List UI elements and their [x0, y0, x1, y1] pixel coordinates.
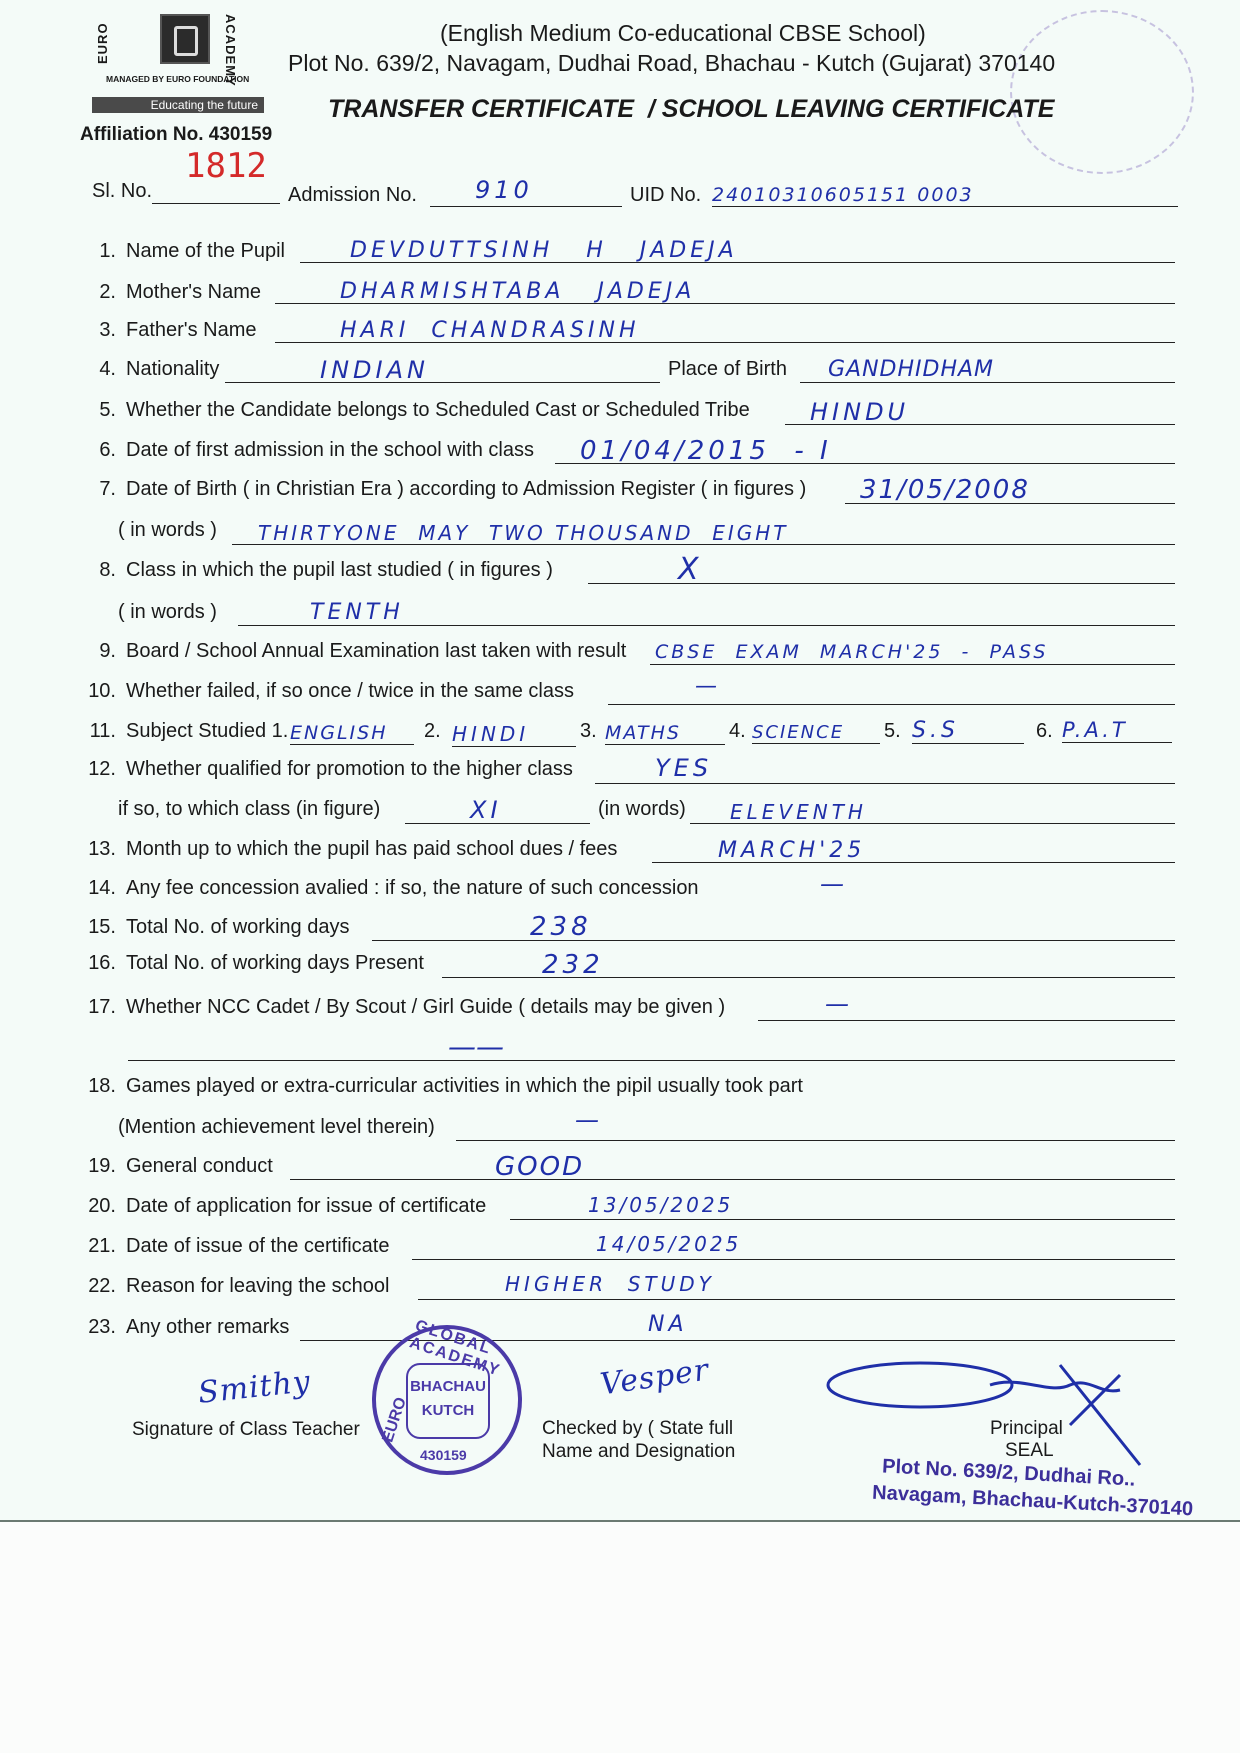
field-20-value: 13/05/2025 — [588, 1193, 734, 1217]
field-5-value: HINDU — [810, 398, 910, 426]
subject-2: HINDI — [452, 722, 576, 747]
managed-by: MANAGED BY EURO FOUNDATION — [106, 74, 250, 84]
field-4-value: INDIAN — [320, 356, 429, 384]
field-20-label: 20. Date of application for issue of certificate — [88, 1195, 487, 1217]
uid-value: 24010310605151 0003 — [712, 184, 974, 206]
sl-no-label: Sl. No. — [92, 180, 153, 202]
class-teacher-signature: Smithy — [196, 1364, 313, 1411]
stamp-inner-box — [406, 1363, 490, 1439]
tagline-banner: Educating the future — [92, 97, 264, 113]
field-18-label: 18. Games played or extra-curricular activities in which the pipil usually took part — [88, 1075, 803, 1097]
field-16-label: 16. Total No. of working days Present — [88, 952, 424, 974]
field-16-value: 232 — [542, 950, 604, 980]
address-stamp-line-1: Plot No. 639/2, Dudhai Ro.. — [881, 1455, 1136, 1491]
subject-4: SCIENCE — [752, 722, 880, 744]
field-12-value: YES — [655, 754, 713, 782]
field-4-label: 4. Nationality — [99, 358, 220, 380]
school-logo-icon — [160, 14, 210, 64]
field-14-label: 14. Any fee concession avalied : if so, the nature of such concession — [88, 877, 699, 899]
admission-label: Admission No. — [288, 184, 417, 206]
next-class-words-value: ELEVENTH — [730, 800, 867, 824]
field-17-label: 17. Whether NCC Cadet / By Scout / Girl Guide ( details may be given ) — [88, 996, 726, 1018]
field-11-label: 11. Subject Studied 1. — [89, 720, 289, 742]
next-class-words-label: (in words) — [598, 798, 686, 820]
field-1-value: DEVDUTTSINH H JADEJA — [350, 238, 738, 263]
subject-1: ENGLISH — [290, 722, 414, 745]
field-6-value: 01/04/2015 - I — [580, 436, 832, 466]
class-teacher-label: Signature of Class Teacher — [132, 1419, 360, 1440]
field-23-value: NA — [648, 1312, 688, 1337]
field-13-label: 13. Month up to which the pupil has paid school dues / fees — [88, 838, 618, 860]
field-8-words-label: ( in words ) — [118, 601, 217, 623]
field-19-value: GOOD — [495, 1152, 585, 1182]
subject-6: P.A.T — [1062, 718, 1172, 743]
affiliation-number: Affiliation No. 430159 — [80, 124, 273, 145]
field-8-words-value: TENTH — [310, 600, 404, 625]
field-3-value: HARI CHANDRASINH — [340, 318, 640, 343]
subject-2-label: 2. — [424, 720, 441, 742]
field-21-label: 21. Date of issue of the certificate — [88, 1235, 390, 1257]
address-stamp-line-2: Navagam, Bhachau-Kutch-370140 — [871, 1481, 1194, 1521]
place-of-birth-label: Place of Birth — [668, 358, 787, 380]
subject-5: S.S — [912, 718, 1024, 744]
field-22-label: 22. Reason for leaving the school — [88, 1275, 390, 1297]
logo-academy-text: ACADEMY — [223, 14, 238, 87]
field-18-sub-label: (Mention achievement level therein) — [118, 1116, 435, 1138]
admission-value: 910 — [475, 176, 533, 204]
school-address: Plot No. 639/2, Navagam, Dudhai Road, Bhachau - Kutch (Gujarat) 370140 — [288, 50, 1056, 76]
checked-by-label-2: Name and Designation — [542, 1441, 736, 1462]
stamp-line-1: BHACHAU — [410, 1378, 486, 1395]
field-23-label: 23. Any other remarks — [88, 1316, 290, 1338]
checked-by-signature: Vesper — [598, 1352, 712, 1403]
next-class-label: if so, to which class (in figure) — [118, 798, 381, 820]
field-5-label: 5. Whether the Candidate belongs to Scheduled Cast or Scheduled Tribe — [99, 399, 750, 421]
field-12-label: 12. Whether qualified for promotion to the higher class — [88, 758, 573, 780]
uid-label: UID No. — [630, 184, 702, 206]
field-21-value: 14/05/2025 — [596, 1232, 742, 1256]
subject-5-label: 5. — [884, 720, 901, 742]
stamp-line-2: KUTCH — [421, 1402, 475, 1419]
certificate-title: TRANSFER CERTIFICATE / SCHOOL LEAVING CERTIFICATE — [328, 95, 1055, 123]
field-17-value: — — [825, 990, 853, 1018]
field-6-label: 6. Date of first admission in the school with class — [99, 439, 534, 461]
place-of-birth-value: GANDHIDHAM — [828, 357, 995, 382]
checked-by-label-1: Checked by ( State full — [542, 1418, 734, 1439]
field-10-label: 10. Whether failed, if so once / twice in the same class — [88, 680, 574, 702]
field-15-value: 238 — [530, 912, 592, 942]
principal-label: Principal — [990, 1418, 1063, 1439]
field-13-value: MARCH'25 — [718, 838, 866, 863]
field-3-label: 3. Father's Name — [99, 319, 257, 341]
field-9-value: CBSE EXAM MARCH'25 - PASS — [655, 641, 1049, 663]
field-1-label: 1. Name of the Pupil — [99, 240, 285, 262]
serial-number: 1812 — [185, 146, 267, 186]
school-round-stamp — [372, 1317, 522, 1475]
logo-euro-text: EURO — [95, 22, 110, 64]
subject-3: MATHS — [605, 722, 725, 745]
stamp-ring-top: GLOBAL ACADEMY — [407, 1317, 503, 1380]
next-class-value: XI — [470, 796, 502, 824]
field-2-value: DHARMISHTABA JADEJA — [340, 279, 696, 304]
subject-3-label: 3. — [580, 720, 597, 742]
field-8-value: X — [678, 552, 703, 587]
field-7-value: 31/05/2008 — [860, 475, 1030, 505]
field-14-value: — — [820, 870, 848, 898]
seal-label: SEAL — [1005, 1440, 1054, 1461]
field-15-label: 15. Total No. of working days — [88, 916, 350, 938]
field-18-value: — — [575, 1106, 603, 1134]
subject-4-label: 4. — [729, 720, 746, 742]
stamp-code: 430159 — [420, 1447, 467, 1463]
field-2-label: 2. Mother's Name — [99, 281, 261, 303]
field-9-label: 9. Board / School Annual Examination last taken with result — [99, 640, 627, 662]
field-10-value: — — [695, 674, 721, 699]
faded-seal-stamp — [1010, 10, 1194, 174]
school-type: (English Medium Co-educational CBSE School) — [440, 20, 926, 46]
stamp-ring-left: EURO — [379, 1395, 410, 1445]
field-19-label: 19. General conduct — [88, 1155, 273, 1177]
field-7-label: 7. Date of Birth ( in Christian Era ) according to Admission Register ( in figures ) — [99, 478, 807, 500]
subject-6-label: 6. — [1036, 720, 1053, 742]
field-7-words-value: THIRTYONE MAY TWO THOUSAND EIGHT — [258, 521, 789, 545]
field-22-value: HIGHER STUDY — [505, 1272, 715, 1296]
field-7-words-label: ( in words ) — [118, 519, 217, 541]
field-17-value-2: —— — [448, 1030, 504, 1063]
field-8-label: 8. Class in which the pupil last studied ( in figures ) — [99, 559, 553, 581]
